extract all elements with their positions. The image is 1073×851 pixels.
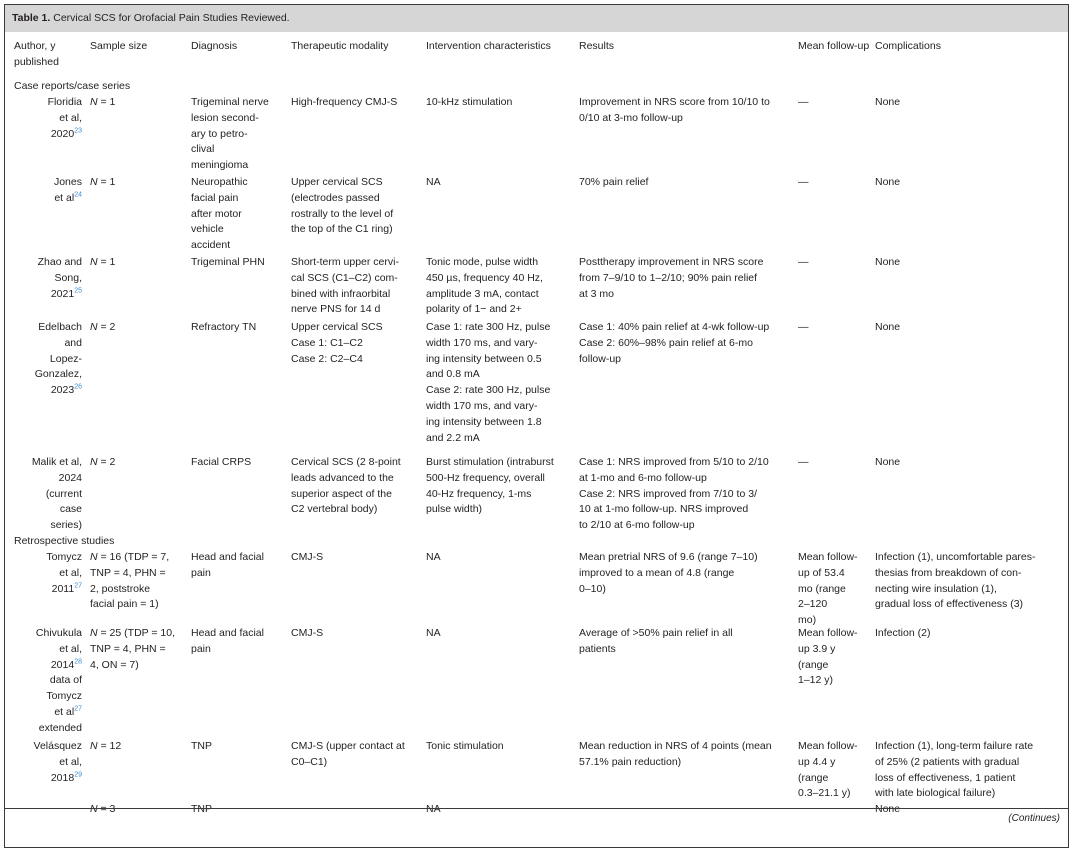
intervention-cell: NA [426,176,441,188]
diagnosis-cell: Trigeminal nerve lesion second- ary to petro- clival meningioma [191,96,269,172]
modality-cell: Cervical SCS (2 8-point leads advanced to the superior aspect of the C2 vertebral body) [291,456,401,516]
intervention-cell: Tonic stimulation [426,740,504,752]
header-follow-up: Mean follow-up [798,40,870,52]
n-value: = 1 [97,96,116,108]
n-value: = 25 (TDP = 10, TNP = 4, PHN = 4, ON = 7) [90,627,176,671]
header-complications: Complications [875,40,941,52]
author-line: Gonzalez, [34,368,82,381]
follow-up-cell: Mean follow- up 3.9 y (range 1–12 y) [798,627,858,687]
complications-cell: Infection (1), uncomfortable pares- thesias from breakdown of con- necting wire insulation (1), gradual loss of effectiveness (3) [875,551,1036,611]
author-line: Chivukula [35,627,82,639]
follow-up-cell: — [798,321,809,333]
table-footer [5,808,1068,831]
n-symbol: N [90,96,98,108]
sample-size-cell [90,626,186,673]
results-cell: Case 1: NRS improved from 5/10 to 2/10 at 1-mo and 6-mo follow-up Case 2: NRS improved from 7/10 to 3/ 10 at 1-mo follow-up. NRS improved to 2/10 at 6-mo follow-up [579,456,769,532]
n-symbol: N [90,321,98,333]
reference-link[interactable]: 23 [74,127,82,135]
modality-cell: Upper cervical SCS Case 1: C1–C2 Case 2: C2–C4 [291,321,383,365]
author-line: et al, [59,755,82,768]
follow-up-cell: Mean follow- up 4.4 y (range 0.3–21.1 y) [798,740,858,800]
header-intervention: Intervention characteristics [426,40,551,52]
sample-size-cell [90,175,186,191]
diagnosis-cell: TNP [191,740,212,752]
results-cell: Mean reduction in NRS of 4 points (mean 57.1% pain reduction) [579,740,772,768]
author-line: Lopez- [49,352,82,365]
complications-cell: Infection (2) [875,627,931,639]
author-line: 2020 [50,127,75,140]
author-line: 2011 [51,582,75,595]
n-symbol: N [90,456,98,468]
complications-cell: None [875,96,901,108]
n-value: = 3 [97,803,116,815]
author-cell [14,320,82,399]
author-line: 2024 [58,471,82,484]
n-symbol: N [90,627,98,639]
table-frame [4,4,1069,848]
diagnosis-cell: TNP [191,803,212,815]
diagnosis-cell: Trigeminal PHN [191,256,265,268]
results-cell: Posttherapy improvement in NRS score from 7–9/10 to 1–2/10; 90% pain relief at 3 mo [579,256,764,300]
complications-cell: None [875,321,901,333]
results-cell: 70% pain relief [579,176,649,188]
n-symbol: N [90,176,98,188]
header-results: Results [579,40,615,52]
reference-link[interactable]: 28 [74,658,82,666]
author-line: Jones [53,176,82,188]
table-body [5,32,1068,831]
n-symbol: N [90,740,98,752]
modality-cell: CMJ-S [291,551,324,563]
group-label: Case reports/case series [14,80,131,92]
author-cell [14,175,82,207]
diagnosis-cell: Refractory TN [191,321,257,333]
intervention-cell: Tonic mode, pulse width 450 µs, frequency 40 Hz, amplitude 3 mA, contact polarity of 1− and 2+ [426,256,543,316]
follow-up-cell: — [798,96,809,108]
table-caption [5,5,1068,32]
n-value: = 2 [97,456,116,468]
sample-size-cell [90,320,186,336]
follow-up-cell: Mean follow- up of 53.4 mo (range 2–120 mo) [798,551,858,627]
sample-size-cell [90,739,186,755]
author-cell [14,550,82,597]
author-line: 2023 [50,384,75,397]
group-label: Retrospective studies [14,535,115,547]
author-line: Tomycz [46,551,82,563]
complications-cell: None [875,456,901,468]
author-line: case [59,503,82,516]
reference-link[interactable]: 27 [74,705,82,713]
reference-link[interactable]: 24 [74,191,82,199]
intervention-cell: NA [426,551,441,563]
intervention-cell: Burst stimulation (intraburst 500-Hz frequency, overall 40-Hz frequency, 1-ms pulse width) [426,456,554,516]
follow-up-cell: — [798,456,809,468]
author-line: et al, [59,642,82,655]
diagnosis-cell: Head and facial pain [191,627,264,655]
author-line: et al, [59,111,82,124]
author-line: et al, [59,566,82,579]
n-value: = 1 [97,256,116,268]
modality-cell: High-frequency CMJ-S [291,96,398,108]
author-cell [14,739,82,786]
modality-cell: Short-term upper cervi- cal SCS (C1–C2) com- bined with infraorbital nerve PNS for 14 d [291,256,399,316]
author-line: Floridia [47,96,82,108]
complications-cell: None [875,176,901,188]
author-line: Velásquez [33,740,82,752]
follow-up-cell: — [798,176,809,188]
complications-cell: None [875,256,901,268]
table-label: Table 1. [12,12,51,24]
reference-link[interactable]: 26 [74,383,82,391]
complications-cell: Infection (1), long-term failure rate of 25% (2 patients with gradual loss of effectiveness, 1 patient with late biological failure) [875,740,1034,800]
header-modality: Therapeutic modality [291,40,389,52]
results-cell: Case 1: 40% pain relief at 4-wk follow-up Case 2: 60%–98% pain relief at 6-mo follow-up [579,321,770,365]
diagnosis-cell: Head and facial pain [191,551,264,579]
results-cell: Mean pretrial NRS of 9.6 (range 7–10) improved to a mean of 4.8 (range 0–10) [579,551,758,595]
n-symbol: N [90,803,98,815]
modality-cell: CMJ-S [291,627,324,639]
sample-size-cell [90,95,186,111]
results-cell: Average of >50% pain relief in all patients [579,627,733,655]
reference-link[interactable]: 29 [74,771,82,779]
author-note: data of Tomycz et al [46,674,82,718]
author-line: 2021 [50,287,75,300]
results-cell: Improvement in NRS score from 10/10 to 0/10 at 3-mo follow-up [579,96,770,124]
author-line: and [64,336,82,349]
author-cell [14,626,82,737]
diagnosis-cell: Facial CRPS [191,456,252,468]
continues-note: (Continues) [1008,813,1060,824]
n-value: = 2 [97,321,116,333]
author-cell [14,455,82,534]
intervention-cell: Case 1: rate 300 Hz, pulse width 170 ms, and vary- ing intensity between 0.5 and 0.8 mA Case 2: rate 300 Hz, pulse width 170 ms, and vary- ing intensity between 1.8 and 2.2 mA [426,321,551,444]
author-line: et al [54,191,75,204]
author-line: 2018 [50,771,75,784]
author-line: 2014 [50,658,75,671]
modality-cell: CMJ-S (upper contact at C0–C1) [291,740,405,768]
header-diagnosis: Diagnosis [191,40,238,52]
sample-size-cell [90,255,186,271]
author-line: Edelbach [38,321,82,333]
author-line: Zhao and [37,256,82,268]
n-value: = 12 [97,740,122,752]
n-value: = 16 (TDP = 7, TNP = 4, PHN = 2, poststroke facial pain = 1) [90,551,170,611]
author-line: Song, [54,271,82,284]
diagnosis-cell: Neuropathic facial pain after motor vehicle accident [191,176,248,252]
author-note: extended [38,721,82,734]
n-symbol: N [90,551,98,563]
sample-size-cell [90,455,186,471]
reference-link[interactable]: 27 [74,582,82,590]
intervention-cell: NA [426,627,441,639]
sample-size-cell [90,550,186,613]
table-title: Cervical SCS for Orofacial Pain Studies Reviewed. [53,12,290,24]
intervention-cell: NA [426,803,441,815]
modality-cell: Upper cervical SCS (electrodes passed rostrally to the level of the top of the C1 ring) [291,176,394,236]
n-value: = 1 [97,176,116,188]
author-line: series) [50,519,82,532]
author-cell [14,255,82,302]
intervention-cell: 10-kHz stimulation [426,96,513,108]
follow-up-cell: — [798,256,809,268]
author-line: (current [45,487,82,500]
header-sample-size: Sample size [90,40,148,52]
author-cell [14,95,82,142]
header-author: Author, y published [14,40,59,68]
complications-cell: None [875,803,901,815]
n-symbol: N [90,256,98,268]
reference-link[interactable]: 25 [74,287,82,295]
author-line: Malik et al, [31,456,82,468]
